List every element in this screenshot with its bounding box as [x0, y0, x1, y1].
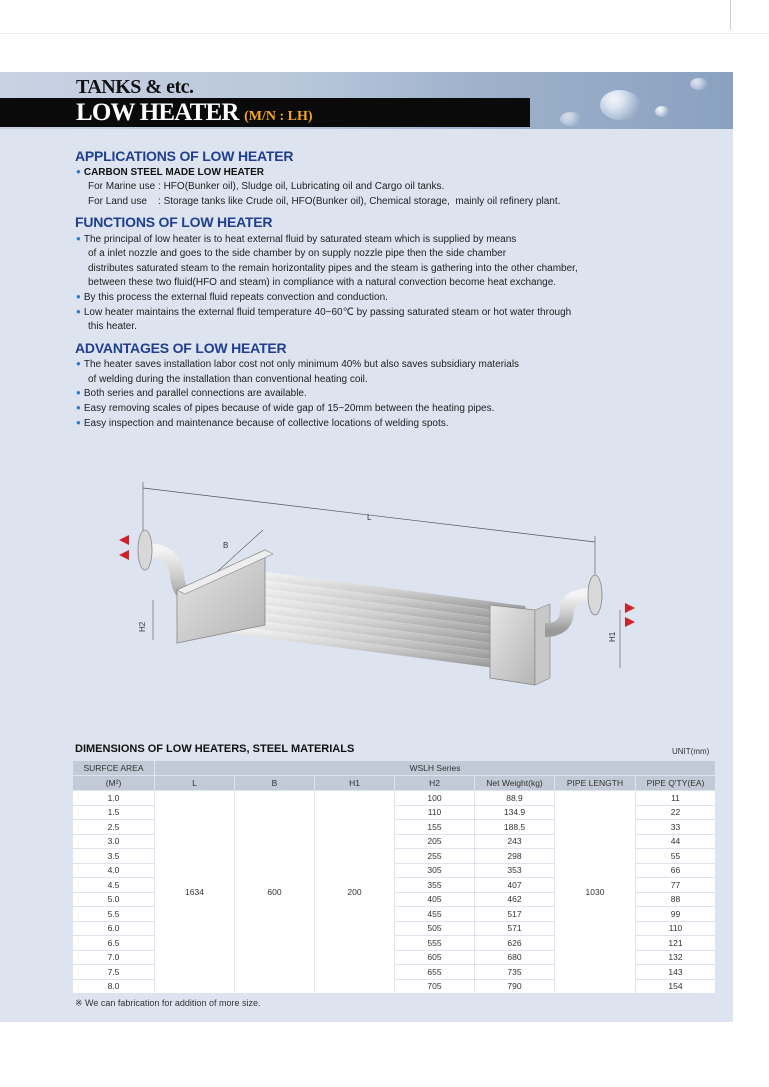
low-heater-diagram — [105, 480, 645, 710]
header-col: H1 — [315, 776, 395, 791]
table-cell: 4.5 — [73, 878, 155, 893]
table-cell: 626 — [475, 936, 555, 951]
applications-subheading: ● CARBON STEEL MADE LOW HEATER — [76, 167, 265, 178]
table-cell: 5.0 — [73, 892, 155, 907]
water-drop-image — [560, 112, 582, 126]
table-cell: 255 — [395, 849, 475, 864]
table-cell: 7.0 — [73, 950, 155, 965]
functions-heading: FUNCTIONS OF LOW HEATER — [75, 214, 273, 230]
applications-line: For Land use : Storage tanks like Crude oil, HFO(Bunker oil), Chemical storage, mainly oil refinery plant. — [88, 196, 561, 207]
table-cell: 33 — [636, 820, 716, 835]
table-cell: 134.9 — [475, 805, 555, 820]
applications-line: For Marine use : HFO(Bunker oil), Sludge oil, Lubricating oil and Cargo oil tanks. — [88, 181, 445, 192]
table-cell: 353 — [475, 863, 555, 878]
functions-line-text: Low heater maintains the external fluid temperature 40~60℃ by passing saturated steam or hot water through — [83, 307, 572, 318]
table-cell: 110 — [395, 805, 475, 820]
header-col: PIPE LENGTH — [555, 776, 636, 791]
applications-heading: APPLICATIONS OF LOW HEATER — [75, 148, 294, 164]
page-title-text: LOW HEATER — [76, 99, 239, 126]
table-cell: 5.5 — [73, 907, 155, 922]
table-cell: 3.5 — [73, 849, 155, 864]
table-cell: 1634 — [155, 791, 235, 994]
functions-line: of a inlet nozzle and goes to the side chamber by on supply nozzle pipe then the side chamber — [88, 248, 507, 259]
advantages-line-text: The heater saves installation labor cost not only minimum 40% but also saves subsidiary materials — [83, 359, 520, 370]
table-cell: 305 — [395, 863, 475, 878]
advantages-line: ● Easy inspection and maintenance because of collective locations of welding spots. — [76, 418, 449, 429]
table-cell: 505 — [395, 921, 475, 936]
table-cell: 110 — [636, 921, 716, 936]
table-cell: 455 — [395, 907, 475, 922]
model-number: (M/N : LH) — [244, 109, 313, 124]
table-cell: 99 — [636, 907, 716, 922]
label-h1: H1 — [608, 631, 617, 642]
functions-line: ● By this process the external fluid repeats convection and conduction. — [76, 292, 388, 303]
table-cell: 22 — [636, 805, 716, 820]
table-cell: 11 — [636, 791, 716, 806]
table-cell: 790 — [475, 979, 555, 994]
advantages-line: ● Both series and parallel connections are available. — [76, 388, 307, 399]
table-cell: 132 — [636, 950, 716, 965]
table-cell: 6.5 — [73, 936, 155, 951]
table-cell: 2.5 — [73, 820, 155, 835]
advantages-line-text: Easy inspection and maintenance because of collective locations of welding spots. — [83, 418, 449, 429]
table-cell: 4.0 — [73, 863, 155, 878]
table-cell: 200 — [315, 791, 395, 994]
table-cell: 705 — [395, 979, 475, 994]
table-cell: 44 — [636, 834, 716, 849]
top-divider — [0, 33, 769, 34]
table-cell: 600 — [235, 791, 315, 994]
advantages-line: ● The heater saves installation labor cost not only minimum 40% but also saves subsidiary materials — [76, 359, 520, 370]
table-cell: 517 — [475, 907, 555, 922]
water-drop-image — [655, 106, 669, 117]
outlet-pipe — [545, 595, 593, 630]
functions-line-text: The principal of low heater is to heat external fluid by saturated steam which is supplied by means — [83, 234, 517, 245]
applications-subheading-text: CARBON STEEL MADE LOW HEATER — [83, 167, 265, 178]
table-cell: 1.5 — [73, 805, 155, 820]
table-cell: 154 — [636, 979, 716, 994]
table-cell: 735 — [475, 965, 555, 980]
section-label: TANKS & etc. — [76, 76, 194, 98]
table-cell: 205 — [395, 834, 475, 849]
functions-line-text: By this process the external fluid repeats convection and conduction. — [83, 292, 388, 303]
functions-line: ● Low heater maintains the external fluid temperature 40~60℃ by passing saturated steam or hot water through — [76, 307, 572, 318]
functions-line: between these two fluid(HFO and steam) in compliance with a natural convection become heat exchange. — [88, 277, 557, 288]
table-cell: 8.0 — [73, 979, 155, 994]
heating-pipes — [221, 572, 525, 666]
table-cell: 355 — [395, 878, 475, 893]
table-cell: 298 — [475, 849, 555, 864]
header-col: B — [235, 776, 315, 791]
table-cell: 77 — [636, 878, 716, 893]
table-cell: 88.9 — [475, 791, 555, 806]
table-cell: 143 — [636, 965, 716, 980]
table-header-row — [73, 776, 716, 791]
table-cell: 121 — [636, 936, 716, 951]
top-rule — [730, 0, 731, 30]
table-cell: 7.5 — [73, 965, 155, 980]
header-col: PIPE Q'TY(EA) — [636, 776, 716, 791]
table-cell: 571 — [475, 921, 555, 936]
label-l: L — [367, 513, 372, 522]
table-cell: 1.0 — [73, 791, 155, 806]
header-area-unit: (M²) — [73, 776, 155, 791]
right-chamber — [490, 605, 535, 685]
water-drop-image — [600, 90, 640, 120]
table-cell: 1030 — [555, 791, 636, 994]
table-cell: 405 — [395, 892, 475, 907]
table-cell: 605 — [395, 950, 475, 965]
table-cell: 3.0 — [73, 834, 155, 849]
inlet-flange — [138, 530, 152, 570]
table-unit: UNIT(mm) — [672, 747, 710, 756]
table-title: DIMENSIONS OF LOW HEATERS, STEEL MATERIALS — [75, 743, 355, 755]
header-col: H2 — [395, 776, 475, 791]
table-cell: 407 — [475, 878, 555, 893]
label-b: B — [223, 541, 229, 550]
advantages-line-text: Easy removing scales of pipes because of wide gap of 15~20mm between the heating pipes. — [83, 403, 495, 414]
water-drop-image — [690, 78, 708, 90]
table-note: ※ We can fabrication for addition of more size. — [75, 998, 261, 1008]
table-cell: 55 — [636, 849, 716, 864]
advantages-line: ● Easy removing scales of pipes because of wide gap of 15~20mm between the heating pipes. — [76, 403, 495, 414]
table-header-row — [73, 761, 716, 776]
header-area: SURFCE AREA — [73, 761, 155, 776]
page-title — [76, 99, 313, 127]
table-cell: 555 — [395, 936, 475, 951]
table-row — [73, 791, 716, 806]
functions-line: this heater. — [88, 321, 137, 332]
outlet-flange — [588, 575, 602, 615]
label-h2: H2 — [138, 621, 147, 632]
header-col: L — [155, 776, 235, 791]
table-cell: 680 — [475, 950, 555, 965]
header-group: WSLH Series — [155, 761, 716, 776]
table-cell: 66 — [636, 863, 716, 878]
header-col: Net Weight(kg) — [475, 776, 555, 791]
table-cell: 462 — [475, 892, 555, 907]
table-cell: 243 — [475, 834, 555, 849]
functions-line: distributes saturated steam to the remain horizontality pipes and the steam is gathering into the other chamber, — [88, 263, 578, 274]
table-cell: 88 — [636, 892, 716, 907]
functions-line: ● The principal of low heater is to heat external fluid by saturated steam which is supplied by means — [76, 234, 517, 245]
advantages-line: of welding during the installation than conventional heating coil. — [88, 374, 368, 385]
dimensions-table — [72, 760, 716, 994]
table-cell: 100 — [395, 791, 475, 806]
table-cell: 655 — [395, 965, 475, 980]
table-cell: 155 — [395, 820, 475, 835]
table-cell: 6.0 — [73, 921, 155, 936]
advantages-line-text: Both series and parallel connections are available. — [83, 388, 307, 399]
table-cell: 188.5 — [475, 820, 555, 835]
advantages-heading: ADVANTAGES OF LOW HEATER — [75, 340, 287, 356]
